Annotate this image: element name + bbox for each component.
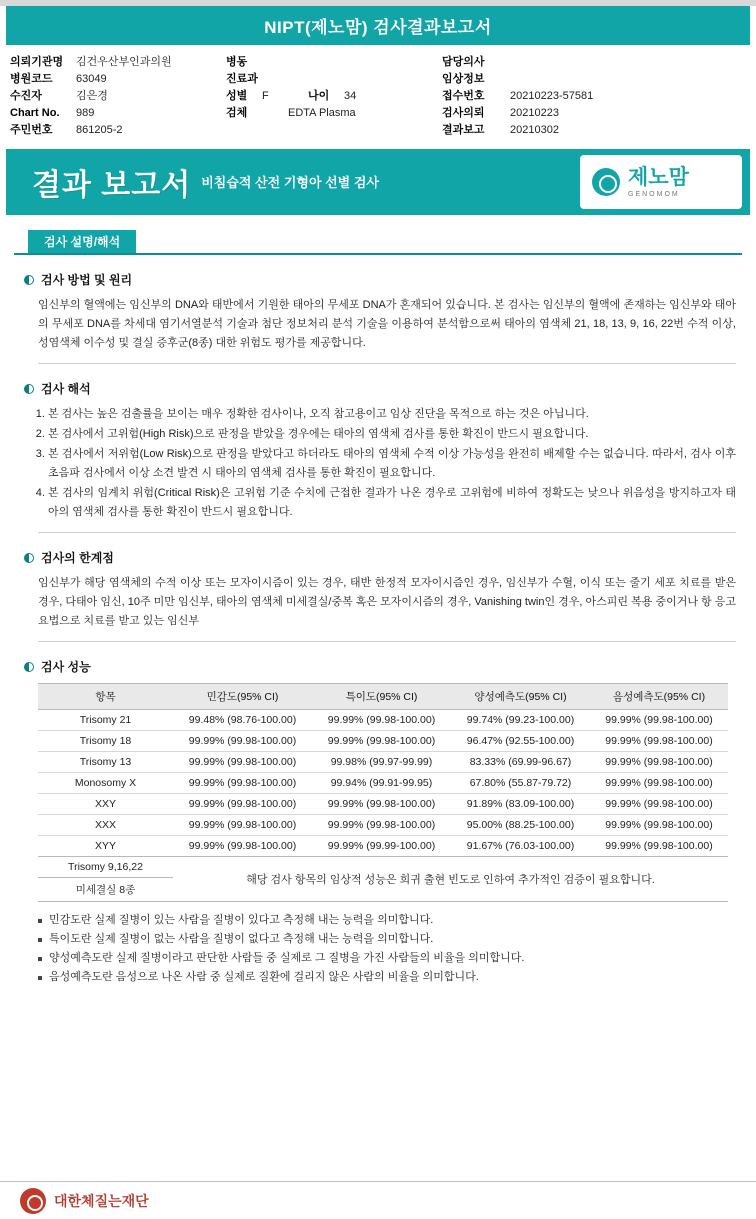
subsection-heading-interpretation — [24, 380, 742, 397]
info-label: 검사의뢰 — [442, 107, 485, 119]
footer-org-name: 대한체질는재단 — [54, 1193, 149, 1209]
cell-npv: 99.99% (99.98-100.00) — [590, 731, 728, 752]
footer-brand — [20, 1188, 756, 1214]
subsection-heading-label: 검사 방법 및 원리 — [41, 273, 133, 287]
cell-sensitivity: 99.99% (99.98-100.00) — [173, 773, 312, 794]
table-row — [38, 794, 728, 815]
patient-info-column-2 — [226, 54, 442, 139]
cell-item: 미세결실 8종 — [38, 878, 173, 902]
subsection-heading-label: 검사 해석 — [41, 382, 91, 396]
info-row — [10, 71, 226, 88]
table-row — [38, 731, 728, 752]
cell-ppv: 95.00% (88.25-100.00) — [451, 815, 590, 836]
table-row — [38, 710, 728, 731]
info-value: 김은경 — [76, 90, 108, 102]
table-row — [38, 773, 728, 794]
cell-item: XXX — [38, 815, 173, 836]
cell-sensitivity: 99.48% (98.76-100.00) — [173, 710, 312, 731]
info-value: EDTA Plasma — [288, 107, 356, 119]
cell-item: Trisomy 13 — [38, 752, 173, 773]
patient-info — [10, 54, 746, 139]
subsection-heading-label: 검사 성능 — [41, 660, 91, 674]
genomom-logo-icon — [592, 168, 620, 196]
cell-ppv: 96.47% (92.55-100.00) — [451, 731, 590, 752]
cell-specificity: 99.99% (99.98-100.00) — [312, 794, 451, 815]
brand-name-kr: 제노맘 — [628, 165, 689, 189]
cell-ppv: 91.89% (83.09-100.00) — [451, 794, 590, 815]
table-footer-note: 해당 검사 항목의 임상적 성능은 희귀 출현 빈도로 인하여 추가적인 검증이 필요합니다. — [173, 857, 728, 902]
subsection-heading-limits — [24, 549, 742, 566]
info-label: 주민번호 — [10, 124, 53, 136]
half-circle-bullet-icon — [24, 384, 34, 394]
performance-table — [38, 683, 728, 857]
info-label: 결과보고 — [442, 124, 485, 136]
cell-ppv: 83.33% (69.99-96.67) — [451, 752, 590, 773]
info-row — [10, 54, 226, 71]
list-item: 음성예측도란 음성으로 나온 사람 중 실제로 질환에 걸리지 않은 사람의 비율을 의미합니다. — [38, 968, 742, 987]
info-label: 임상정보 — [442, 73, 485, 85]
info-label: 병원코드 — [10, 73, 53, 85]
table-row — [38, 815, 728, 836]
table-row — [38, 752, 728, 773]
divider — [38, 532, 736, 533]
cell-npv: 99.99% (99.98-100.00) — [590, 752, 728, 773]
cell-sensitivity: 99.99% (99.98-100.00) — [173, 752, 312, 773]
half-circle-bullet-icon — [24, 553, 34, 563]
cell-specificity: 99.99% (99.99-100.00) — [312, 836, 451, 857]
cell-npv: 99.99% (99.98-100.00) — [590, 815, 728, 836]
cell-ppv: 91.67% (76.03-100.00) — [451, 836, 590, 857]
column-header: 음성예측도(95% CI) — [590, 684, 728, 710]
info-value: 20210302 — [510, 124, 559, 136]
info-label: 병동 — [226, 56, 248, 68]
cell-item: Monosomy X — [38, 773, 173, 794]
info-row — [226, 54, 442, 71]
table-footer-items — [38, 857, 173, 902]
info-row-gender-age — [226, 88, 442, 105]
page-title: NIPT(제노맘) 검사결과보고서 — [6, 6, 750, 45]
info-row — [10, 88, 226, 105]
info-row — [442, 122, 732, 139]
cell-item: Trisomy 9,16,22 — [38, 857, 173, 878]
table-row — [38, 836, 728, 857]
info-label: Chart No. — [10, 107, 60, 119]
brand-name-en: GENOMOM — [628, 190, 680, 198]
list-item: 3. 본 검사에서 저위험(Low Risk)으로 판정을 받았다고 하더라도 태아의 염색체 수적 이상 가능성을 완전히 배제할 수는 없습니다. 따라서, 검사 이후 초음파 검사에서 이상 소견 발견 시 태아의 염색체 검사를 통한 확진이 필요합니다. — [48, 445, 736, 483]
cell-item: Trisomy 18 — [38, 731, 173, 752]
foundation-logo-icon — [20, 1188, 46, 1214]
info-row — [226, 105, 442, 122]
info-row — [10, 105, 226, 122]
method-paragraph: 임신부의 혈액에는 임신부의 DNA와 태반에서 기원한 태아의 무세포 DNA가 혼재되어 있습니다. 본 검사는 임신부의 혈액에 존재하는 임신부와 태아의 무세포 DNA를 차세대 염기서열분석 기술과 첨단 정보처리 분석 기술을 이용하여 분석함으로써 태아의 염색체 21, 18, 13, 9, 16, 22번 수적 이상, 성염색체 이수성 및 결실 증후군(8종) 대한 위험도 평가를 제공합니다. — [38, 299, 736, 349]
cell-sensitivity: 99.99% (99.98-100.00) — [173, 815, 312, 836]
info-row — [442, 54, 732, 71]
brand-logo — [580, 155, 742, 209]
cell-npv: 99.99% (99.98-100.00) — [590, 836, 728, 857]
cell-specificity: 99.99% (99.98-100.00) — [312, 710, 451, 731]
report-banner — [6, 149, 750, 215]
info-value: 김건우산부인과의원 — [76, 56, 172, 68]
info-row — [226, 71, 442, 88]
report-page — [0, 6, 756, 1219]
info-row — [442, 71, 732, 88]
subsection-heading-label: 검사의 한계점 — [41, 551, 114, 565]
interpretation-list — [48, 405, 736, 522]
banner-title: 결과 보고서 — [32, 169, 192, 202]
column-header: 항목 — [38, 684, 173, 710]
cell-item: Trisomy 21 — [38, 710, 173, 731]
divider — [38, 363, 736, 364]
info-label: 의뢰기관명 — [10, 56, 64, 68]
info-row — [10, 122, 226, 139]
cell-ppv: 99.74% (99.23-100.00) — [451, 710, 590, 731]
column-header: 민감도(95% CI) — [173, 684, 312, 710]
half-circle-bullet-icon — [24, 662, 34, 672]
half-circle-bullet-icon — [24, 275, 34, 285]
cell-item: XYY — [38, 836, 173, 857]
info-label: 수진자 — [10, 90, 42, 102]
info-value: F — [262, 90, 269, 102]
cell-sensitivity: 99.99% (99.98-100.00) — [173, 836, 312, 857]
list-item: 2. 본 검사에서 고위험(High Risk)으로 판정을 받았을 경우에는 태아의 염색체 검사를 통한 확진이 반드시 필요합니다. — [48, 425, 736, 444]
cell-sensitivity: 99.99% (99.98-100.00) — [173, 731, 312, 752]
banner-subtitle: 비침습적 산전 기형아 선별 검사 — [201, 174, 379, 190]
info-value: 861205-2 — [76, 124, 123, 136]
patient-info-column-3 — [442, 54, 732, 139]
cell-npv: 99.99% (99.98-100.00) — [590, 710, 728, 731]
subsection-heading-method — [24, 271, 742, 288]
cell-specificity: 99.99% (99.98-100.00) — [312, 815, 451, 836]
info-value-age: 34 — [344, 90, 357, 102]
column-header: 양성예측도(95% CI) — [451, 684, 590, 710]
info-label: 담당의사 — [442, 56, 485, 68]
cell-npv: 99.99% (99.98-100.00) — [590, 773, 728, 794]
cell-npv: 99.99% (99.98-100.00) — [590, 794, 728, 815]
cell-item: XXY — [38, 794, 173, 815]
cell-sensitivity: 99.99% (99.98-100.00) — [173, 794, 312, 815]
table-footer-note-row — [38, 857, 728, 902]
info-value: 20210223 — [510, 107, 559, 119]
info-label: 성별 — [226, 90, 248, 102]
cell-specificity: 99.98% (99.97-99.99) — [312, 752, 451, 773]
section-header — [14, 233, 742, 255]
definition-list — [38, 911, 742, 987]
list-item: 민감도란 실제 질병이 있는 사람을 질병이 있다고 측정해 내는 능력을 의미합니다. — [38, 911, 742, 930]
report-content — [14, 271, 742, 987]
subsection-heading-performance — [24, 658, 742, 675]
limits-paragraph: 임신부가 해당 염색체의 수적 이상 또는 모자이시즘이 있는 경우, 태반 한정적 모자이시즘인 경우, 임신부가 수혈, 이식 또는 줄기 세포 치료를 받은 경우, 다태아 임신, 10주 미만 임신부, 태아의 염색체 미세결실/중복 혹은 모자이시즘의 경우, Vanishing twin인 경우, 아스피린 복용 중이거나 항 응고 요법으로 치료를 받고 있는 임신부 — [38, 577, 736, 627]
info-row — [442, 88, 732, 105]
info-label: 검체 — [226, 107, 248, 119]
brand-logo-text — [628, 167, 689, 198]
cell-specificity: 99.99% (99.98-100.00) — [312, 731, 451, 752]
info-row — [442, 105, 732, 122]
info-value: 989 — [76, 107, 95, 119]
info-value: 63049 — [76, 73, 107, 85]
list-item: 양성예측도란 실제 질병이라고 판단한 사람들 중 실제로 그 질병을 가진 사람들의 비율을 의미합니다. — [38, 949, 742, 968]
section-tab-label: 검사 설명/해석 — [28, 230, 136, 253]
list-item: 특이도란 실제 질병이 없는 사람을 질병이 없다고 측정해 내는 능력을 의미합니다. — [38, 930, 742, 949]
info-value: 20210223-57581 — [510, 90, 594, 102]
info-label: 진료과 — [226, 73, 258, 85]
page-footer — [0, 1181, 756, 1219]
list-item: 4. 본 검사의 임계치 위험(Critical Risk)은 고위험 기준 수치에 근접한 결과가 나온 경우로 고위험에 비하여 정확도는 낮으나 위음성을 방지하고자 태아의 염색체 검사를 통한 확진이 반드시 필요합니다. — [48, 484, 736, 522]
table-header-row — [38, 684, 728, 710]
cell-specificity: 99.94% (99.91-99.95) — [312, 773, 451, 794]
patient-info-column-1 — [10, 54, 226, 139]
cell-ppv: 67.80% (55.87-79.72) — [451, 773, 590, 794]
column-header: 특이도(95% CI) — [312, 684, 451, 710]
info-label-age: 나이 — [308, 90, 330, 102]
info-label: 접수번호 — [442, 90, 485, 102]
divider — [38, 641, 736, 642]
list-item: 1. 본 검사는 높은 검출률을 보이는 매우 정확한 검사이나, 오직 참고용이고 임상 진단을 목적으로 하는 것은 아닙니다. — [48, 405, 736, 424]
